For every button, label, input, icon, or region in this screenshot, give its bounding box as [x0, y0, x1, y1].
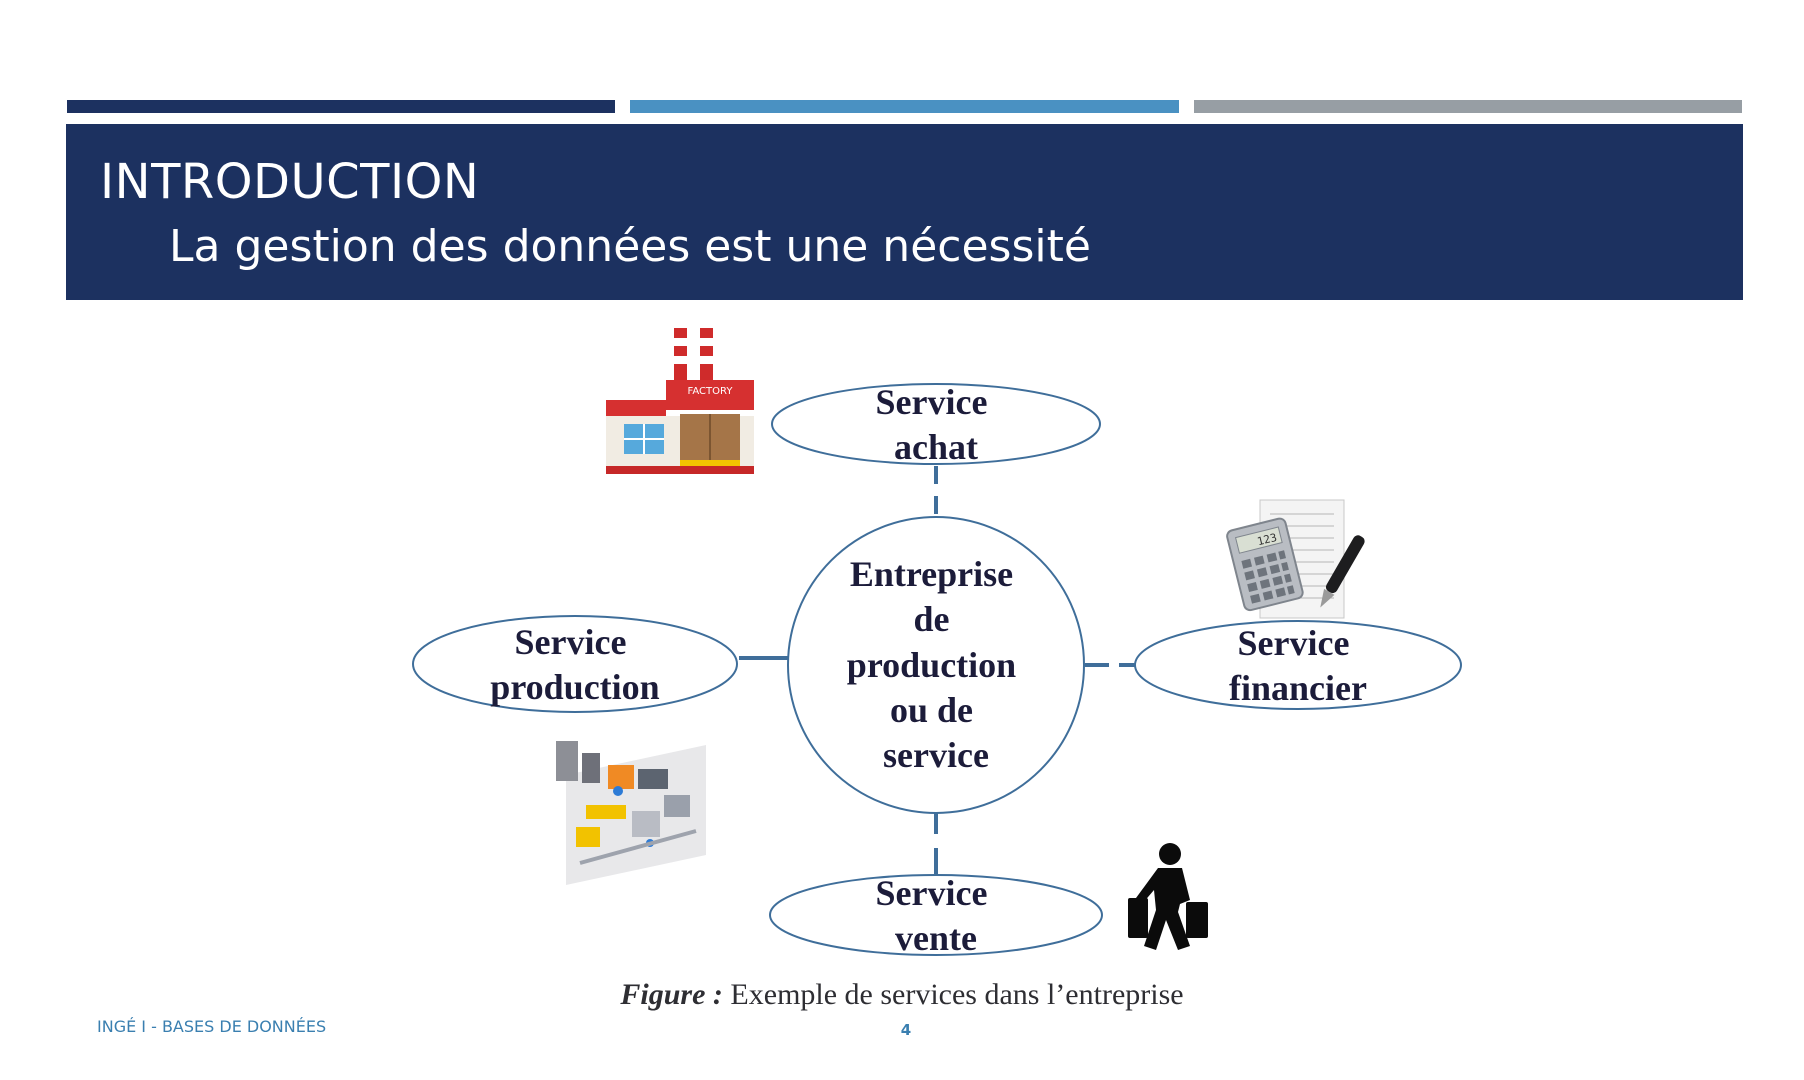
- center-node: [788, 517, 1084, 813]
- caption-label: Figure :: [620, 978, 723, 1011]
- footer-course-label: INGÉ I - BASES DE DONNÉES: [97, 1017, 327, 1036]
- service-achat-line-2: achat: [894, 427, 978, 467]
- factory-sign: FACTORY: [687, 386, 733, 397]
- service-production-node: [413, 616, 737, 712]
- service-financier-line-2: financier: [1229, 668, 1367, 708]
- caption-text: Exemple de services dans l’entreprise: [722, 978, 1184, 1011]
- production-line-icon: [556, 741, 706, 885]
- service-financier-node: [1135, 621, 1461, 709]
- service-financier-line-1: Service: [1237, 623, 1350, 663]
- slide-subtitle: La gestion des données est une nécessité: [169, 221, 1091, 272]
- service-vente-line-2: vente: [895, 918, 977, 958]
- center-line-3: production: [846, 645, 1017, 685]
- center-line-5: service: [883, 735, 989, 775]
- calculator-pen-icon: [1226, 500, 1367, 618]
- page-number: 4: [900, 1021, 912, 1039]
- service-production-line-1: Service: [514, 622, 627, 662]
- service-achat-line-1: Service: [875, 382, 988, 422]
- center-line-1: Entreprise: [849, 554, 1014, 594]
- service-vente-line-1: Service: [875, 873, 988, 913]
- factory-icon: [606, 328, 754, 474]
- center-line-2: de: [913, 599, 950, 639]
- service-achat-node: [772, 382, 1100, 467]
- calculator-display: 123: [1255, 530, 1279, 549]
- center-line-4: ou de: [889, 690, 974, 730]
- service-vente-node: [770, 873, 1102, 958]
- figure-caption: [0, 978, 1804, 1012]
- slide-title: INTRODUCTION: [100, 154, 480, 210]
- service-production-line-2: production: [490, 667, 660, 707]
- shopper-icon: [1128, 843, 1208, 950]
